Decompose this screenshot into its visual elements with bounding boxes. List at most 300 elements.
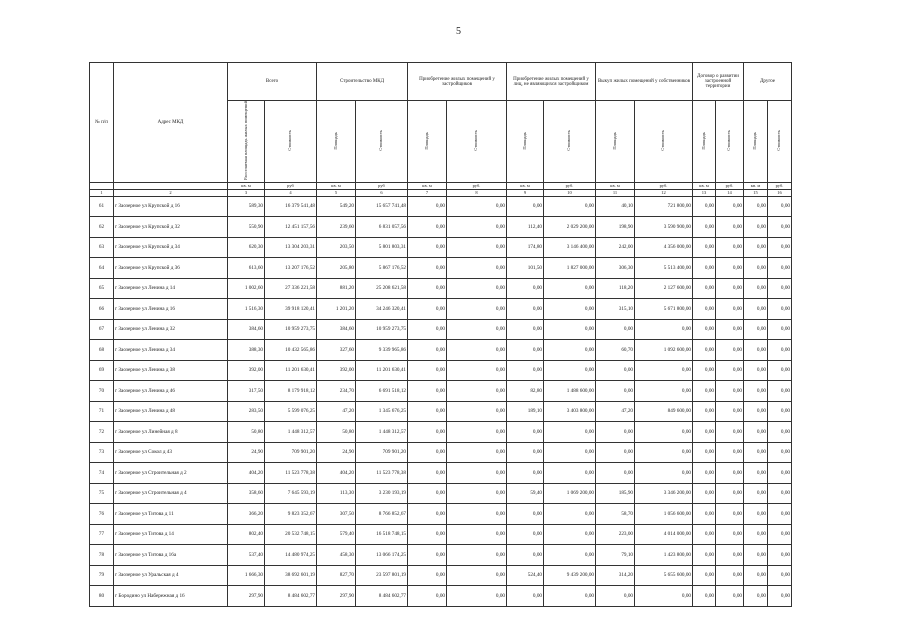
unit-cell: руб. [716,182,744,189]
value-cell: 0,00 [768,278,792,299]
value-cell: 203,50 [317,237,356,258]
value-cell: 8 484 602,77 [265,586,317,607]
value-cell: 3 346 200,00 [635,483,693,504]
value-cell: 392,00 [228,360,265,381]
unit-cell: руб. [768,182,792,189]
value-cell: 0,00 [716,258,744,279]
value-cell: 59,40 [507,483,544,504]
value-cell: 0,00 [693,504,716,525]
row-number-cell: 67 [90,319,114,340]
value-cell: 189,10 [507,401,544,422]
value-cell: 0,00 [744,524,768,545]
group-header-construction: Строительство МКД [317,63,408,101]
value-cell: 40,10 [596,196,635,217]
value-cell: 38 692 601,19 [265,565,317,586]
index-cell: 2 [114,189,228,196]
value-cell: 0,00 [693,586,716,607]
value-cell: 27 336 221,58 [265,278,317,299]
value-cell: 47,20 [317,401,356,422]
unit-cell: кв. м [744,182,768,189]
value-cell: 58,70 [596,504,635,525]
value-cell: 0,00 [716,217,744,238]
value-cell: 0,00 [716,524,744,545]
value-cell: 0,00 [716,196,744,217]
value-cell: 1 345 676,25 [356,401,408,422]
col-header-address: Адрес МКД [114,63,228,183]
table-row [90,422,792,443]
value-cell: 0,00 [408,483,447,504]
value-cell: 14 480 974,25 [265,545,317,566]
table-row [90,299,792,320]
row-number-cell: 70 [90,381,114,402]
table-row [90,360,792,381]
unit-cell: руб. [544,182,596,189]
value-cell: 2 127 600,00 [635,278,693,299]
row-number-cell: 71 [90,401,114,422]
subheader-cell [768,101,792,183]
table-row [90,217,792,238]
value-cell: 0,00 [635,463,693,484]
value-cell: 0,00 [768,237,792,258]
subheader-cell [744,101,768,183]
value-cell: 13 066 174,25 [356,545,408,566]
unit-cell: руб [356,182,408,189]
value-cell: 234,70 [317,381,356,402]
value-cell: 0,00 [744,545,768,566]
index-cell: 8 [447,189,507,196]
value-cell: 6 831 057,56 [356,217,408,238]
value-cell: 0,00 [447,299,507,320]
value-cell: 242,00 [596,237,635,258]
value-cell: 10 432 565,86 [265,340,317,361]
address-cell: г Бородино ул Набережная д 16 [114,586,228,607]
subheader-label: Площадь [423,131,429,150]
value-cell: 0,00 [744,217,768,238]
address-cell: г Заозерное ул Титова д 11 [114,504,228,525]
value-cell: 827,70 [317,565,356,586]
address-cell: г Заозерное ул Крупской д 32 [114,217,228,238]
value-cell: 721 800,00 [635,196,693,217]
value-cell: 5 801 803,31 [356,237,408,258]
value-cell: 0,00 [408,340,447,361]
value-cell: 0,00 [507,524,544,545]
subheader-label: Площадь [332,131,338,150]
value-cell: 0,00 [768,586,792,607]
subheader-label: Расселяемая площадь жилых помещений [242,101,248,180]
value-cell: 10 959 273,75 [356,319,408,340]
value-cell: 39 918 120,41 [265,299,317,320]
table-row [90,401,792,422]
value-cell: 0,00 [408,258,447,279]
value-cell: 1 516,30 [228,299,265,320]
value-cell: 11 523 778,38 [356,463,408,484]
value-cell: 392,00 [317,360,356,381]
unit-cell: кв. м [228,182,265,189]
value-cell: 0,00 [447,483,507,504]
value-cell: 0,00 [447,258,507,279]
value-cell: 589,30 [228,196,265,217]
value-cell: 0,00 [693,565,716,586]
value-cell: 0,00 [744,319,768,340]
value-cell: 0,00 [716,401,744,422]
address-cell: г Заозерное ул Ленина д 16 [114,299,228,320]
value-cell: 1 092 600,00 [635,340,693,361]
value-cell: 0,00 [544,422,596,443]
value-cell: 388,30 [228,340,265,361]
value-cell: 9 439 200,00 [544,565,596,586]
value-cell: 8 484 602,77 [356,586,408,607]
subheader-cell [265,101,317,183]
value-cell: 11 201 630,41 [356,360,408,381]
value-cell: 239,60 [317,217,356,238]
value-cell: 0,00 [635,319,693,340]
value-cell: 404,20 [317,463,356,484]
group-header-purchase-others: Приобретение жилых помещений у лиц, не являющихся застройщиком [507,63,596,101]
value-cell: 327,60 [317,340,356,361]
value-cell: 0,00 [447,196,507,217]
value-cell: 0,00 [744,504,768,525]
address-cell: г Заозерное ул Титова д 16а [114,545,228,566]
value-cell: 0,00 [693,381,716,402]
value-cell: 0,00 [744,299,768,320]
address-cell: г Заозерное ул Крупской д 34 [114,237,228,258]
address-cell: г Заозерное ул Крупской д 16 [114,196,228,217]
unit-cell: руб [265,182,317,189]
table-row [90,524,792,545]
value-cell: 537,40 [228,545,265,566]
value-cell: 24,90 [317,442,356,463]
table-row [90,258,792,279]
value-cell: 0,00 [716,319,744,340]
unit-cell [114,182,228,189]
value-cell: 1 666,30 [228,565,265,586]
value-cell: 7 645 593,19 [265,483,317,504]
unit-cell: кв. м [317,182,356,189]
value-cell: 0,00 [544,463,596,484]
value-cell: 3 230 193,19 [356,483,408,504]
value-cell: 0,00 [693,463,716,484]
value-cell: 0,00 [768,340,792,361]
group-header-total: Всего [228,63,317,101]
value-cell: 0,00 [544,319,596,340]
value-cell: 0,00 [768,319,792,340]
value-cell: 0,00 [544,586,596,607]
column-index-row [90,189,792,196]
value-cell: 0,00 [716,299,744,320]
value-cell: 5 671 800,00 [635,299,693,320]
subheader-cell [635,101,693,183]
subheader-label: Стоимость [776,130,782,151]
value-cell: 79,10 [596,545,635,566]
subheader-cell [693,101,716,183]
value-cell: 0,00 [408,217,447,238]
value-cell: 0,00 [544,299,596,320]
value-cell: 0,00 [768,401,792,422]
value-cell: 0,00 [693,545,716,566]
index-cell: 16 [768,189,792,196]
value-cell: 524,40 [507,565,544,586]
subheader-label: Стоимость [287,130,293,151]
value-cell: 0,00 [768,504,792,525]
row-number-cell: 62 [90,217,114,238]
value-cell: 112,40 [507,217,544,238]
value-cell: 0,00 [744,360,768,381]
value-cell: 0,00 [507,278,544,299]
value-cell: 0,00 [408,463,447,484]
index-cell: 4 [265,189,317,196]
value-cell: 198,90 [596,217,635,238]
value-cell: 297,90 [228,586,265,607]
value-cell: 0,00 [544,360,596,381]
value-cell: 0,00 [447,442,507,463]
value-cell: 306,30 [596,258,635,279]
value-cell: 4 356 000,00 [635,237,693,258]
row-number-cell: 75 [90,483,114,504]
subheader-cell [507,101,544,183]
value-cell: 709 901,20 [265,442,317,463]
table-row [90,237,792,258]
value-cell: 9 339 965,86 [356,340,408,361]
index-cell: 11 [596,189,635,196]
value-cell: 0,00 [447,340,507,361]
value-cell: 0,00 [693,360,716,381]
subheader-cell [317,101,356,183]
value-cell: 1 069 200,00 [544,483,596,504]
value-cell: 50,80 [317,422,356,443]
value-cell: 0,00 [596,463,635,484]
subheader-cell [447,101,507,183]
value-cell: 16 379 541,48 [265,196,317,217]
value-cell: 0,00 [507,586,544,607]
value-cell: 82,80 [507,381,544,402]
row-number-cell: 61 [90,196,114,217]
value-cell: 8 766 852,67 [356,504,408,525]
value-cell: 5 867 176,52 [356,258,408,279]
unit-cell: кв. м [596,182,635,189]
value-cell: 0,00 [408,422,447,443]
value-cell: 0,00 [716,463,744,484]
value-cell: 0,00 [768,524,792,545]
address-cell: г Заозерное ул Ленина д 38 [114,360,228,381]
value-cell: 0,00 [596,319,635,340]
value-cell: 620,30 [228,237,265,258]
value-cell: 0,00 [693,299,716,320]
value-cell: 0,00 [744,258,768,279]
address-cell: г Заозерное ул Строительная д 2 [114,463,228,484]
value-cell: 13 207 176,52 [265,258,317,279]
value-cell: 1 056 600,00 [635,504,693,525]
value-cell: 1 002,60 [228,278,265,299]
value-cell: 0,00 [408,299,447,320]
group-header-purchase-developers: Приобретение жилых помещений у застройщиков [408,63,507,101]
subheader-cell [544,101,596,183]
address-cell: г Заозерное ул Ленина д 46 [114,381,228,402]
value-cell: 60,70 [596,340,635,361]
table-row [90,483,792,504]
value-cell: 0,00 [744,401,768,422]
value-cell: 458,30 [317,545,356,566]
row-number-cell: 68 [90,340,114,361]
value-cell: 0,00 [507,442,544,463]
value-cell: 0,00 [507,422,544,443]
value-cell: 6 691 518,12 [356,381,408,402]
table-row [90,504,792,525]
value-cell: 10 959 273,75 [265,319,317,340]
subheader-cell [228,101,265,183]
address-cell: г Заозерное ул Строительная д 4 [114,483,228,504]
value-cell: 0,00 [744,340,768,361]
value-cell: 0,00 [596,442,635,463]
value-cell: 0,00 [408,565,447,586]
value-cell: 0,00 [635,586,693,607]
unit-cell [90,182,114,189]
value-cell: 549,20 [317,196,356,217]
unit-cell: кв. м [408,182,447,189]
value-cell: 0,00 [408,504,447,525]
unit-cell: руб. [447,182,507,189]
address-cell: г Заозерное ул Линейная д 8 [114,422,228,443]
value-cell: 5 513 400,00 [635,258,693,279]
value-cell: 0,00 [544,278,596,299]
value-cell: 113,30 [317,483,356,504]
relocation-table-container [89,62,792,607]
address-cell: г Заозерное ул Ленина д 14 [114,278,228,299]
value-cell: 0,00 [507,196,544,217]
subheader-cell [716,101,744,183]
value-cell: 0,00 [408,545,447,566]
value-cell: 0,00 [447,565,507,586]
index-cell: 3 [228,189,265,196]
value-cell: 11 201 630,41 [265,360,317,381]
value-cell: 0,00 [768,442,792,463]
value-cell: 23 597 801,19 [356,565,408,586]
value-cell: 0,00 [744,483,768,504]
value-cell: 0,00 [635,381,693,402]
value-cell: 0,00 [716,340,744,361]
table-row [90,565,792,586]
value-cell: 4 014 000,00 [635,524,693,545]
value-cell: 0,00 [544,340,596,361]
value-cell: 174,80 [507,237,544,258]
table-body [90,196,792,606]
value-cell: 0,00 [507,504,544,525]
value-cell: 0,00 [408,278,447,299]
value-cell: 0,00 [744,381,768,402]
address-cell: г Заозерное ул Ленина д 48 [114,401,228,422]
row-number-cell: 73 [90,442,114,463]
value-cell: 613,60 [228,258,265,279]
row-number-cell: 78 [90,545,114,566]
value-cell: 0,00 [768,360,792,381]
value-cell: 579,40 [317,524,356,545]
address-cell: г Заозерное ул Крупской д 36 [114,258,228,279]
value-cell: 0,00 [447,217,507,238]
row-number-cell: 69 [90,360,114,381]
value-cell: 185,90 [596,483,635,504]
value-cell: 1 423 800,00 [635,545,693,566]
row-number-cell: 79 [90,565,114,586]
address-cell: г Заозерное ул Ленина д 32 [114,319,228,340]
value-cell: 0,00 [716,278,744,299]
value-cell: 0,00 [768,463,792,484]
table-row [90,545,792,566]
value-cell: 0,00 [768,196,792,217]
value-cell: 0,00 [408,196,447,217]
value-cell: 0,00 [768,545,792,566]
value-cell: 0,00 [507,545,544,566]
index-cell: 6 [356,189,408,196]
subheader-label: Площадь [611,131,617,150]
value-cell: 0,00 [507,299,544,320]
value-cell: 0,00 [447,422,507,443]
value-cell: 0,00 [447,545,507,566]
row-number-cell: 72 [90,422,114,443]
row-number-cell: 64 [90,258,114,279]
value-cell: 0,00 [447,278,507,299]
value-cell: 47,20 [596,401,635,422]
value-cell: 0,00 [744,586,768,607]
value-cell: 0,00 [447,463,507,484]
table-row [90,442,792,463]
value-cell: 849 600,00 [635,401,693,422]
value-cell: 0,00 [744,422,768,443]
subheader-label: Площадь [700,131,706,150]
value-cell: 0,00 [507,319,544,340]
unit-cell: кв. м [693,182,716,189]
group-header-buyout-owners: Выкуп жилых помещений у собственников [596,63,693,101]
value-cell: 0,00 [447,504,507,525]
value-cell: 0,00 [447,319,507,340]
address-cell: г Заозерное ул Ленина д 34 [114,340,228,361]
value-cell: 0,00 [544,524,596,545]
units-row [90,182,792,189]
row-number-cell: 76 [90,504,114,525]
value-cell: 13 304 203,31 [265,237,317,258]
value-cell: 9 823 352,67 [265,504,317,525]
value-cell: 5 655 600,00 [635,565,693,586]
value-cell: 0,00 [693,196,716,217]
value-cell: 0,00 [635,442,693,463]
value-cell: 0,00 [596,422,635,443]
value-cell: 358,60 [228,483,265,504]
value-cell: 0,00 [716,586,744,607]
value-cell: 1 201,20 [317,299,356,320]
value-cell: 0,00 [408,319,447,340]
value-cell: 50,80 [228,422,265,443]
subheader-cell [596,101,635,183]
value-cell: 0,00 [408,381,447,402]
index-cell: 5 [317,189,356,196]
subheader-label: Стоимость [660,130,666,151]
value-cell: 24,90 [228,442,265,463]
table-row [90,381,792,402]
table-row [90,196,792,217]
value-cell: 0,00 [447,524,507,545]
address-cell: г Заозерное ул Титова д 14 [114,524,228,545]
value-cell: 0,00 [447,360,507,381]
unit-cell: кв. м [507,182,544,189]
value-cell: 283,50 [228,401,265,422]
value-cell: 1 488 600,00 [544,381,596,402]
value-cell: 0,00 [544,442,596,463]
value-cell: 0,00 [693,217,716,238]
value-cell: 317,50 [228,381,265,402]
value-cell: 0,00 [768,299,792,320]
index-cell: 9 [507,189,544,196]
value-cell: 0,00 [596,360,635,381]
page-number: 5 [456,26,461,37]
value-cell: 20 532 748,15 [265,524,317,545]
